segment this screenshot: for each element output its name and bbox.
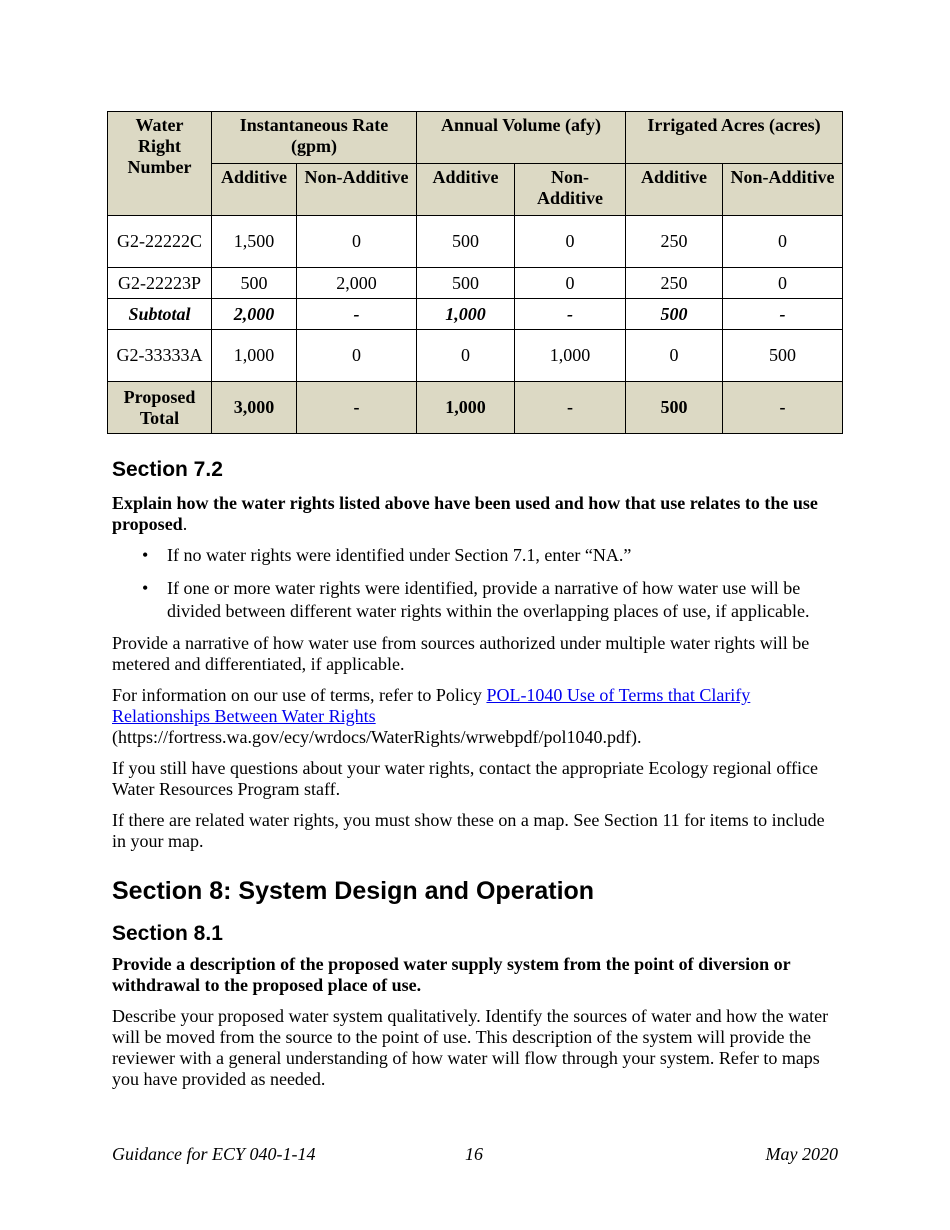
subheader-additive: Additive bbox=[212, 164, 297, 216]
subheader-non-additive: Non-Additive bbox=[515, 164, 626, 216]
policy-prefix: For information on our use of terms, refer to Policy bbox=[112, 685, 487, 705]
subheader-non-additive: Non-Additive bbox=[723, 164, 843, 216]
subtotal-row bbox=[108, 299, 843, 330]
header-instantaneous-rate: Instantaneous Rate (gpm) bbox=[212, 112, 417, 164]
subheader-additive: Additive bbox=[626, 164, 723, 216]
section-8-1-heading: Section 8.1 bbox=[112, 922, 223, 945]
cell: 500 bbox=[723, 330, 843, 382]
paragraph-policy bbox=[112, 685, 837, 748]
water-right-id: G2-22223P bbox=[108, 268, 212, 299]
table-row bbox=[108, 268, 843, 299]
cell: 0 bbox=[417, 330, 515, 382]
section-7-2-heading: Section 7.2 bbox=[112, 458, 223, 481]
cell: 500 bbox=[417, 216, 515, 268]
cell: - bbox=[723, 382, 843, 434]
list-item bbox=[112, 544, 837, 567]
cell: 250 bbox=[626, 268, 723, 299]
cell: - bbox=[723, 299, 843, 330]
water-right-id: G2-33333A bbox=[108, 330, 212, 382]
cell: 0 bbox=[297, 330, 417, 382]
section-8-1-prompt: Provide a description of the proposed water supply system from the point of diversion or withdrawal to the proposed place of use. bbox=[112, 954, 791, 995]
cell: 500 bbox=[626, 299, 723, 330]
cell: 0 bbox=[515, 268, 626, 299]
table-row bbox=[108, 330, 843, 382]
cell: - bbox=[515, 299, 626, 330]
footer-document-title: Guidance for ECY 040-1-14 bbox=[112, 1144, 316, 1164]
cell: 2,000 bbox=[297, 268, 417, 299]
cell: 250 bbox=[626, 216, 723, 268]
subheader-non-additive: Non-Additive bbox=[297, 164, 417, 216]
cell: 0 bbox=[297, 216, 417, 268]
page-footer bbox=[112, 1144, 838, 1166]
proposed-total-row bbox=[108, 382, 843, 434]
cell: 3,000 bbox=[212, 382, 297, 434]
proposed-total-label: Proposed Total bbox=[108, 382, 212, 434]
prompt-period: . bbox=[182, 514, 188, 534]
cell: 1,000 bbox=[212, 330, 297, 382]
cell: 1,000 bbox=[417, 299, 515, 330]
subheader-additive: Additive bbox=[417, 164, 515, 216]
prompt-text: Explain how the water rights listed above have been used and how that use relates to the use proposed bbox=[112, 493, 818, 534]
paragraph-questions: If you still have questions about your water rights, contact the appropriate Ecology regional office Water Resources Program staff. bbox=[112, 758, 818, 799]
cell: - bbox=[515, 382, 626, 434]
paragraph-map: If there are related water rights, you must show these on a map. See Section 11 for items to include in your map. bbox=[112, 810, 825, 851]
body-content bbox=[112, 458, 837, 1090]
bullet-icon: • bbox=[142, 545, 149, 565]
cell: 0 bbox=[626, 330, 723, 382]
water-right-id: G2-22222C bbox=[108, 216, 212, 268]
cell: 0 bbox=[723, 268, 843, 299]
page-number: 16 bbox=[465, 1144, 483, 1164]
cell: 500 bbox=[626, 382, 723, 434]
water-rights-table bbox=[107, 111, 843, 434]
list-item bbox=[112, 577, 837, 623]
bullet-text: If no water rights were identified under Section 7.1, enter “NA.” bbox=[167, 545, 632, 565]
section-7-2-prompt bbox=[112, 493, 837, 535]
cell: 1,000 bbox=[417, 382, 515, 434]
header-irrigated-acres: Irrigated Acres (acres) bbox=[626, 112, 843, 164]
header-annual-volume: Annual Volume (afy) bbox=[417, 112, 626, 164]
cell: - bbox=[297, 299, 417, 330]
section-8-heading: Section 8: System Design and Operation bbox=[112, 877, 595, 905]
cell: 0 bbox=[515, 216, 626, 268]
cell: 2,000 bbox=[212, 299, 297, 330]
subtotal-label: Subtotal bbox=[108, 299, 212, 330]
paragraph-metering: Provide a narrative of how water use from sources authorized under multiple water rights will be metered and differentiated, if applicable. bbox=[112, 633, 810, 674]
cell: - bbox=[297, 382, 417, 434]
table-row bbox=[108, 216, 843, 268]
section-8-1-paragraph: Describe your proposed water system qualitatively. Identify the sources of water and how the water will be moved from the source to the point of use. This description of the system will provide the reviewer with a general understanding of how water will flow through your system. Refer to maps you have provided as needed. bbox=[112, 1006, 829, 1089]
cell: 1,500 bbox=[212, 216, 297, 268]
bullet-text: If one or more water rights were identified, provide a narrative of how water use will be divided between different water rights within the overlapping places of use, if applicable. bbox=[167, 578, 810, 621]
bullet-icon: • bbox=[142, 578, 149, 598]
policy-link[interactable]: POL-1040 Use of Terms that Clarify Relationships Between Water Rights bbox=[112, 685, 751, 726]
cell: 1,000 bbox=[515, 330, 626, 382]
cell: 0 bbox=[723, 216, 843, 268]
section-7-2-bullets bbox=[112, 544, 837, 623]
cell: 500 bbox=[417, 268, 515, 299]
policy-url: (https://fortress.wa.gov/ecy/wrdocs/WaterRights/wrwebpdf/pol1040.pdf). bbox=[112, 727, 642, 747]
footer-date: May 2020 bbox=[765, 1144, 838, 1164]
header-water-right-number: Water Right Number bbox=[108, 112, 212, 216]
cell: 500 bbox=[212, 268, 297, 299]
